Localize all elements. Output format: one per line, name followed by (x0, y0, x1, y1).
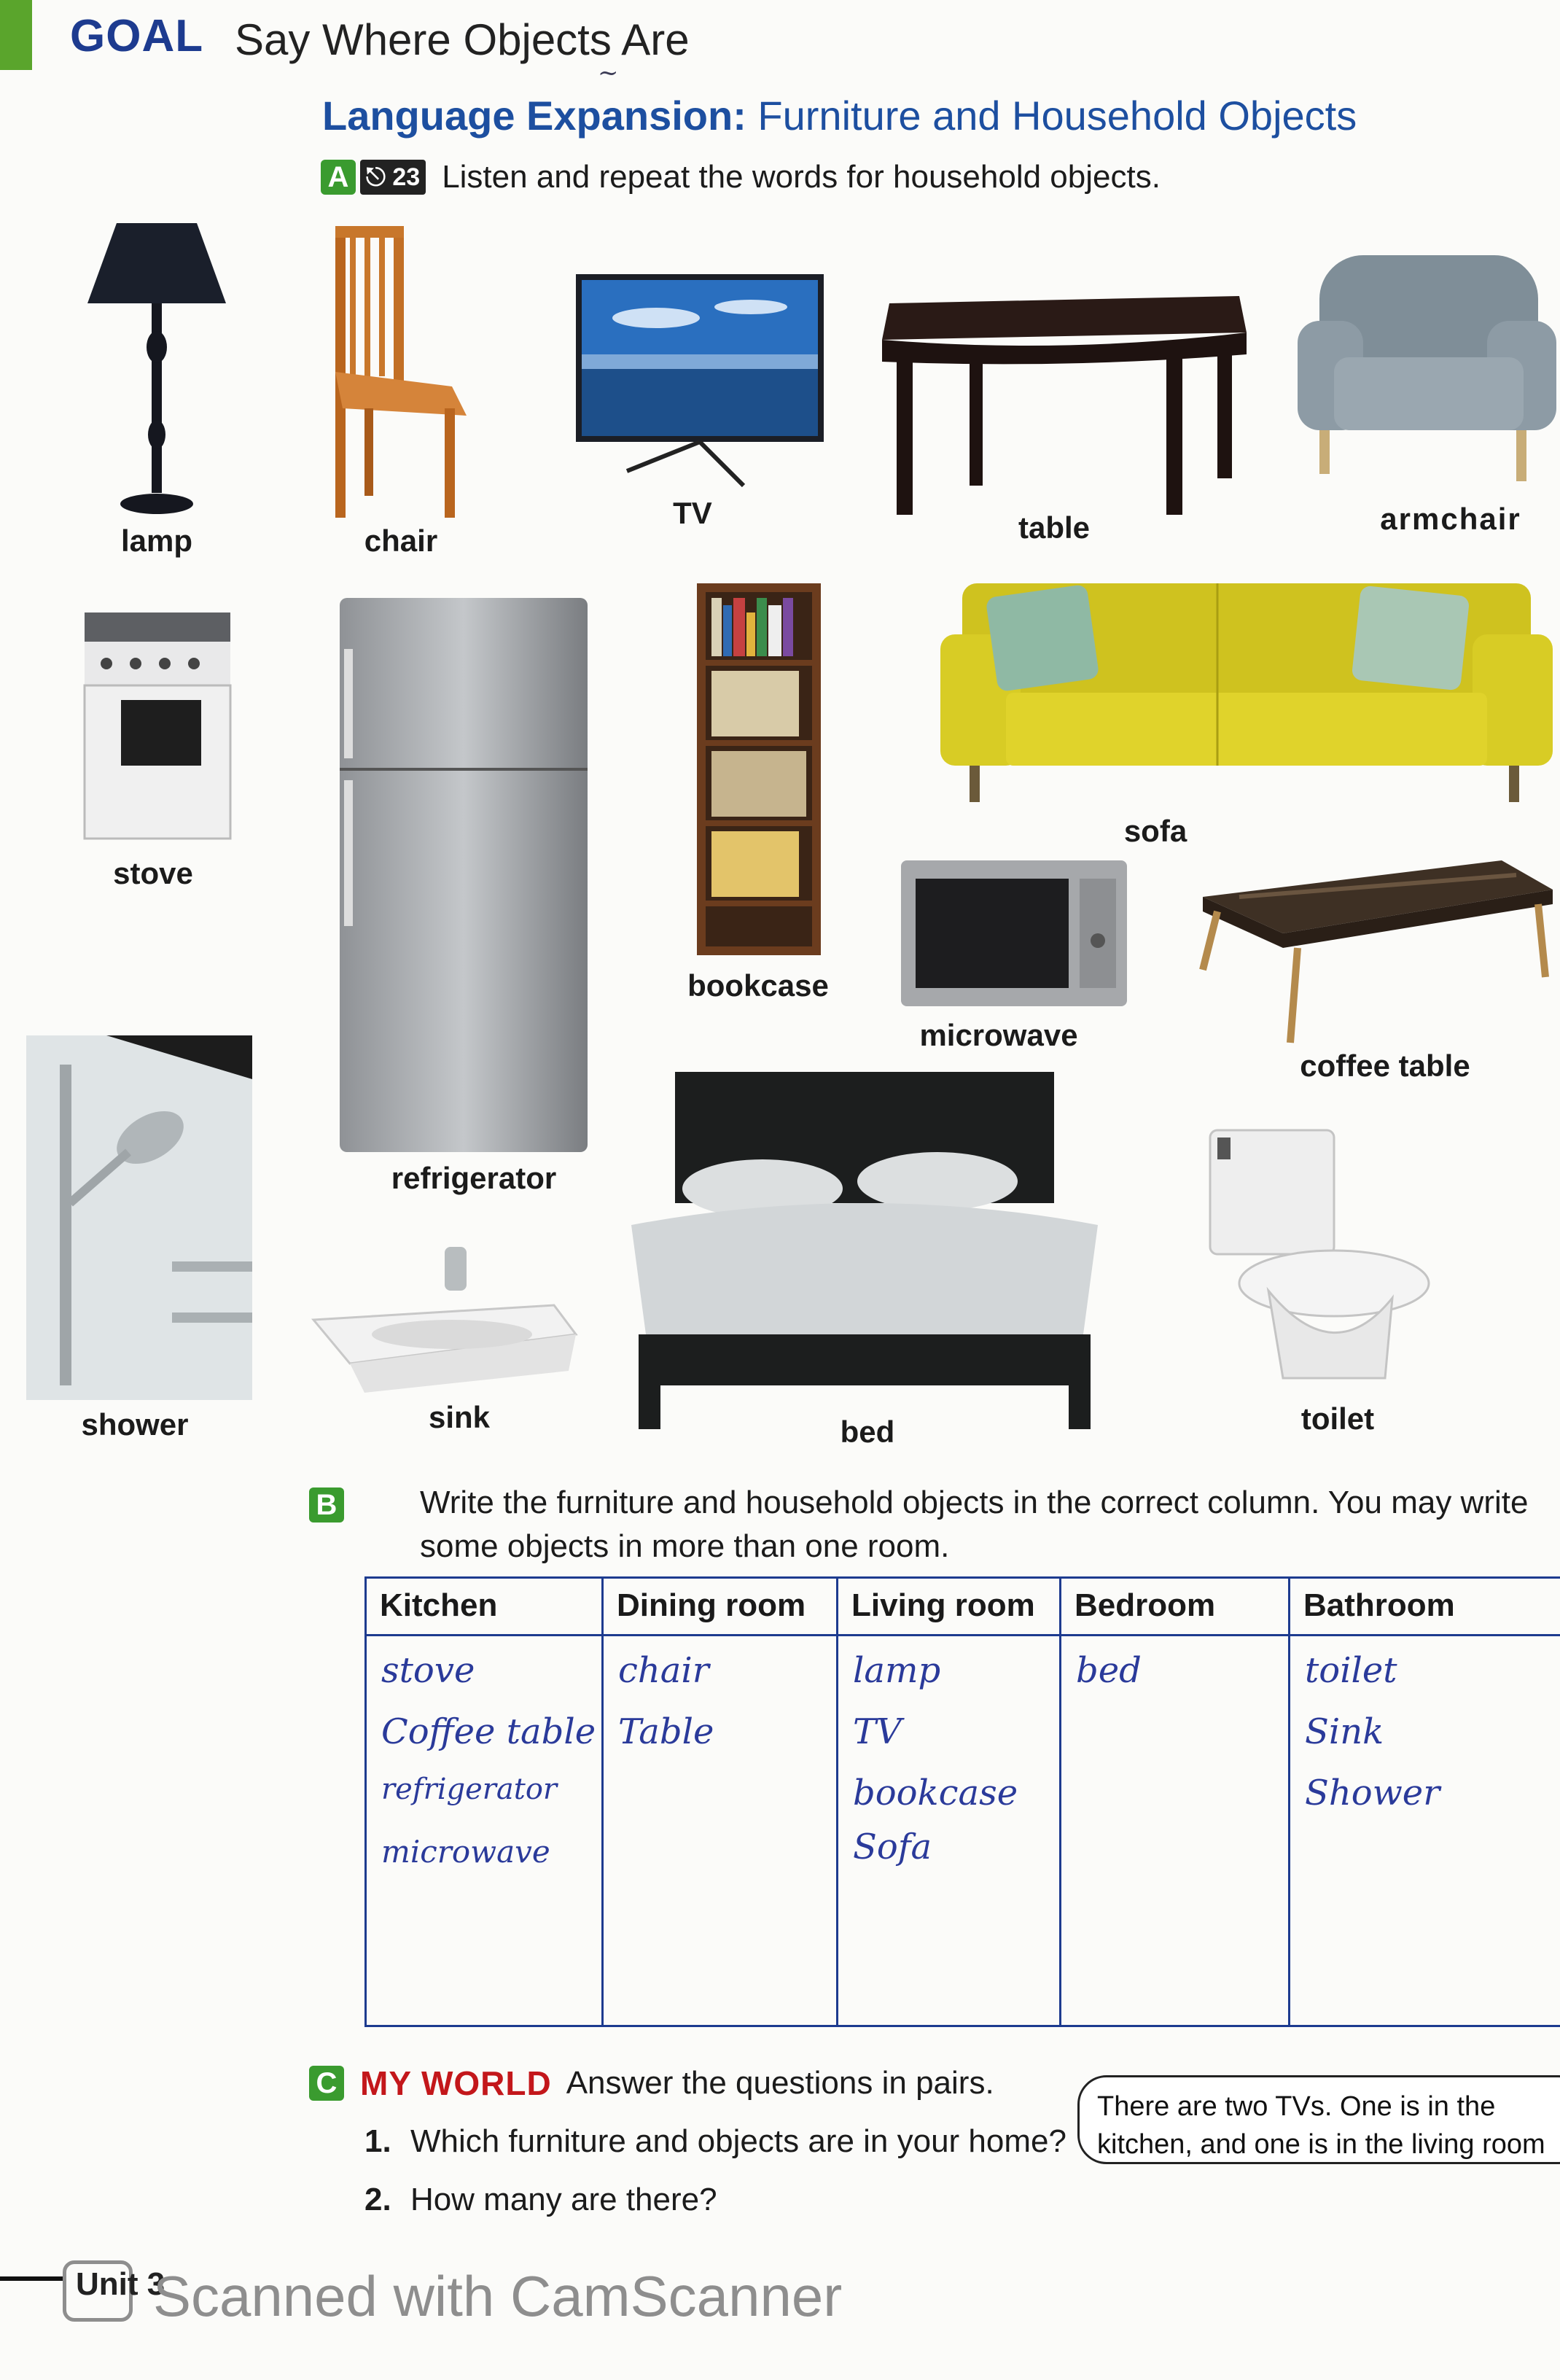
answer-bathroom-3: Shower (1305, 1773, 1440, 1813)
section-b-badge: B (309, 1488, 344, 1522)
label-bookcase: bookcase (687, 968, 829, 1003)
header-cell (1061, 1579, 1290, 1636)
bed-image (617, 1072, 1112, 1436)
refrigerator-image (332, 591, 595, 1159)
label-bed: bed (840, 1415, 895, 1449)
answer-kitchen-4: microwave (381, 1834, 550, 1870)
answer-dining-1: chair (618, 1650, 709, 1691)
header-cell (604, 1579, 838, 1636)
unit-color-tab (0, 0, 32, 70)
armchair-image (1290, 248, 1560, 489)
speech-bubble-line1: There are two TVs. One is in the (1097, 2091, 1496, 2122)
label-microwave: microwave (919, 1018, 1078, 1052)
label-stove: stove (113, 856, 193, 890)
column-living-room (836, 1579, 1061, 2025)
section-a-badge: A (321, 160, 356, 195)
header-bedroom: Bedroom (1075, 1587, 1216, 1623)
question-2-number: 2. (364, 2182, 391, 2217)
question-1 (364, 2123, 1066, 2160)
speech-bubble (1077, 2075, 1560, 2164)
column-kitchen (367, 1579, 601, 2025)
question-2 (364, 2182, 717, 2218)
header-cell (838, 1579, 1061, 1636)
question-2-text: How many are there? (410, 2182, 717, 2217)
header-cell (1290, 1579, 1560, 1636)
label-toilet: toilet (1300, 1401, 1375, 1436)
section-a-text: Listen and repeat the words for household objects. (442, 159, 1161, 195)
header-living-room: Living room (851, 1587, 1035, 1623)
answer-living-4: Sofa (853, 1827, 932, 1867)
answer-dining-2: Table (618, 1711, 714, 1752)
sink-image (306, 1240, 583, 1400)
answer-bedroom-1: bed (1076, 1650, 1142, 1691)
answer-living-2: TV (853, 1711, 902, 1752)
shower-image (26, 1035, 252, 1400)
label-table: table (1018, 510, 1091, 545)
coffee-table-image (1196, 853, 1560, 1050)
answer-living-3: bookcase (853, 1773, 1018, 1813)
section-heading (322, 92, 1357, 139)
section-c-badge: C (309, 2066, 344, 2101)
header-dining-room: Dining room (617, 1587, 806, 1623)
microwave-image (894, 853, 1134, 1014)
tv-image (569, 267, 831, 493)
answer-bathroom-1: toilet (1305, 1650, 1397, 1691)
header-kitchen: Kitchen (380, 1587, 498, 1623)
audio-track-number: 23 (392, 163, 421, 191)
label-coffee-table: coffee table (1300, 1049, 1470, 1083)
section-a-instruction (321, 159, 1161, 195)
bookcase-image (690, 576, 828, 962)
chair-image (321, 219, 481, 525)
label-sink: sink (428, 1400, 491, 1434)
rooms-table (364, 1576, 1560, 2027)
headphones-icon: ⎋ (366, 163, 386, 191)
answer-living-1: lamp (853, 1650, 941, 1691)
sofa-image (940, 576, 1553, 817)
lamp-image (80, 216, 233, 522)
label-chair: chair (364, 524, 438, 558)
goal-label: GOAL (70, 11, 204, 61)
question-1-number: 1. (364, 2123, 391, 2159)
header-bathroom: Bathroom (1303, 1587, 1455, 1623)
label-sofa: sofa (1123, 814, 1187, 848)
page-title: Say Where Objects Are (235, 15, 690, 64)
answer-kitchen-1: stove (381, 1650, 475, 1691)
camscanner-watermark: Scanned with CamScanner (153, 2264, 843, 2328)
speech-bubble-line2: kitchen, and one is in the living room (1097, 2129, 1545, 2160)
section-c-heading (309, 2064, 994, 2103)
header-cell (367, 1579, 601, 1636)
column-dining-room (601, 1579, 838, 2025)
section-c-text: Answer the questions in pairs. (566, 2065, 994, 2101)
handwritten-note: ~ (598, 58, 619, 88)
label-shower: shower (81, 1407, 189, 1442)
answer-kitchen-3: refrigerator (381, 1773, 558, 1806)
label-lamp: lamp (120, 524, 193, 558)
label-tv: TV (673, 496, 712, 530)
label-refrigerator: refrigerator (391, 1161, 557, 1195)
column-bathroom (1288, 1579, 1560, 2025)
answer-kitchen-2: Coffee table (381, 1711, 596, 1752)
audio-track-badge[interactable] (360, 160, 426, 195)
footer-rule (0, 2276, 66, 2281)
stove-image (77, 605, 238, 846)
section-b-line2: some objects in more than one room. (420, 1528, 950, 1564)
section-heading-bold: Language Expansion: (322, 93, 746, 139)
label-armchair: armchair (1380, 502, 1521, 536)
question-1-text: Which furniture and objects are in your home? (410, 2123, 1066, 2159)
unit-number: Unit 3 (76, 2266, 165, 2302)
section-heading-rest: Furniture and Household Objects (757, 93, 1357, 139)
my-world-label: MY WORLD (360, 2064, 552, 2102)
table-image (875, 274, 1254, 522)
column-bedroom (1059, 1579, 1290, 2025)
toilet-image (1203, 1123, 1436, 1400)
section-b-line1: Write the furniture and household objects in the correct column. You may write (420, 1485, 1529, 1520)
answer-bathroom-2: Sink (1305, 1711, 1384, 1752)
